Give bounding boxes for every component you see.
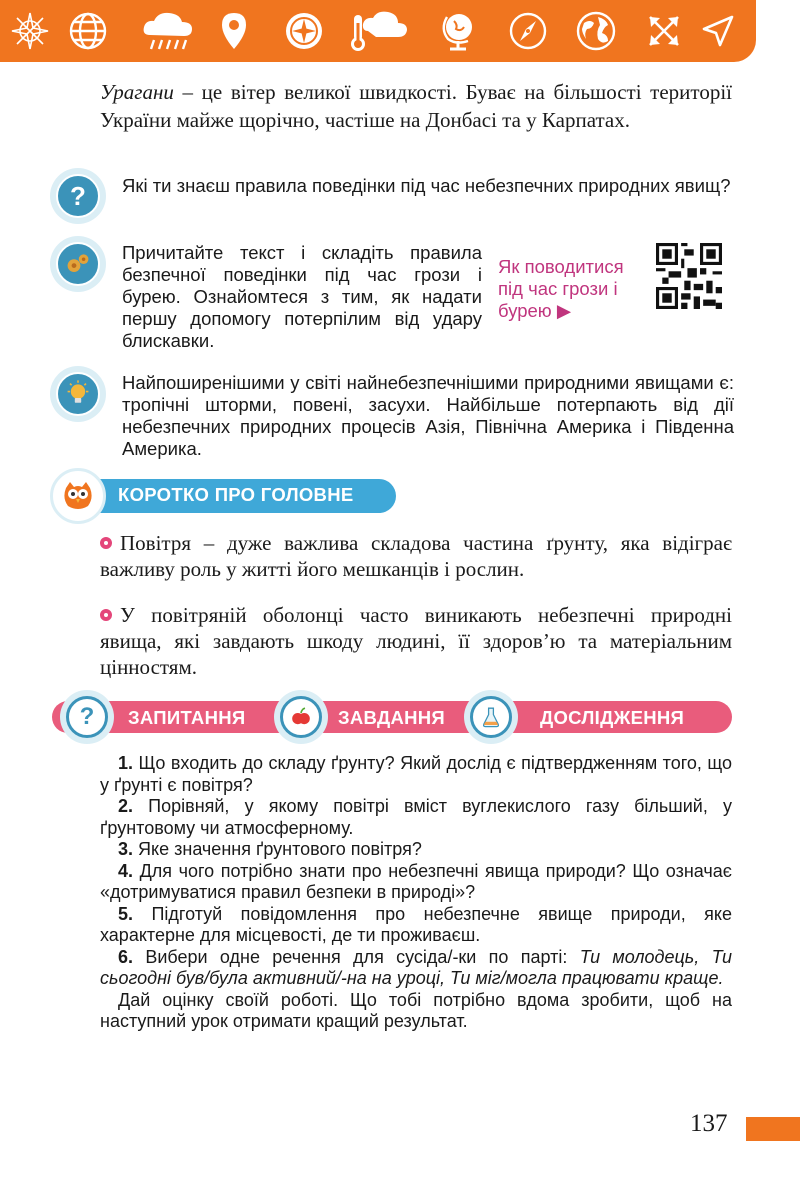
map-pin-icon xyxy=(212,9,256,53)
question-badge xyxy=(50,168,106,224)
research-badge xyxy=(464,690,518,744)
lightbulb-badge xyxy=(50,366,106,422)
question-mark-icon: ? xyxy=(66,696,108,738)
page-number: 137 xyxy=(690,1110,728,1137)
task-item: 6. Вибери одне речення для сусіда/-ки по парті: Ти молодець, Ти сьогодні був/була активний/-на на уроці, Ти міг/могла працювати краще. xyxy=(100,946,732,988)
bullet-icon xyxy=(100,609,112,621)
tab-tasks: ЗАВДАННЯ xyxy=(338,707,446,728)
task-item: 1. Що входить до складу ґрунту? Який дослід є підтвердженням того, що у ґрунті є повітря? xyxy=(100,753,732,795)
world-globe-icon xyxy=(574,9,618,53)
task-item: 2. Порівняй, у якому повітрі вміст вуглекислого газу більший, у ґрунтовому чи атмосферному. xyxy=(100,796,732,838)
page-tab xyxy=(746,1117,800,1141)
summary-point: Повітря – дуже важлива складова частина ґрунту, яка відіграє важливу роль у житті його мешканців і рослин. xyxy=(100,531,732,581)
question-text: Які ти знаєш правила поведінки під час небезпечних природних явищ? xyxy=(122,175,731,196)
flask-icon xyxy=(470,696,512,738)
compass-needle-icon xyxy=(506,9,550,53)
task-item: 4. Для чого потрібно знати про небезпечні явища природи? Що означає «дотримуватися правил безпеки в природі»? xyxy=(100,860,732,902)
bullet-icon xyxy=(100,537,112,549)
gears-icon xyxy=(56,242,100,286)
compass-icon xyxy=(282,9,326,53)
owl-icon xyxy=(58,476,98,516)
summary-title: КОРОТКО ПРО ГОЛОВНЕ xyxy=(118,484,354,505)
summary-point: У повітряній оболонці часто виникають небезпечні природні явища, які завдають шкоду людині, її здоров’ю та матеріальним цінностям. xyxy=(100,603,732,679)
tab-questions: ЗАПИТАННЯ xyxy=(128,707,246,728)
closing-text: Дай оцінку своїй роботі. Що тобі потрібно вдома зробити, щоб на наступний урок отримати кращий результат. xyxy=(100,989,732,1031)
task-item: 5. Підготуй повідомлення про небезпечне явище природи, яке характерне для місцевості, де ти проживаєш. xyxy=(100,903,732,945)
owl-badge xyxy=(50,468,106,524)
task-item: 3. Яке значення ґрунтового повітря? xyxy=(118,839,422,859)
globe-grid-icon xyxy=(66,9,110,53)
lightbulb-icon xyxy=(56,372,100,416)
weather-thermometer-icon xyxy=(346,9,412,53)
tasks-badge xyxy=(274,690,328,744)
tab-research: ДОСЛІДЖЕННЯ xyxy=(540,707,685,728)
intro-text: – це вітер великої швидкості. Буває на більшості території України майже щорічно, частіше на Донбасі та у Карпатах. xyxy=(100,80,732,132)
gears-badge xyxy=(50,236,106,292)
apple-icon xyxy=(280,696,322,738)
video-link[interactable]: Як поводитися під час грози і бурею ▶ xyxy=(498,256,624,321)
cardinal-arrows-icon xyxy=(642,9,686,53)
compass-rose-icon xyxy=(8,9,52,53)
fact-text: Найпоширенішими у світі найнебезпечнішими природними явищами є: тропічні шторми, повені, засухи. Найбільше потерпають від дії небезпечних природних процесів Азія, Північна Америка і Південна Америка. xyxy=(122,372,734,459)
header-bar xyxy=(0,0,756,62)
task-list xyxy=(100,753,732,1033)
intro-paragraph xyxy=(100,78,732,134)
rain-cloud-icon xyxy=(140,9,198,53)
question-mark-icon: ? xyxy=(56,174,100,218)
navigation-arrow-icon xyxy=(696,9,740,53)
task-text: Причитайте текст і складіть правила безпечної поведінки під час грози і бурею. Ознайомтеся з тим, як надати першу допомогу потерпілим від удару блискавки. xyxy=(122,242,482,351)
qr-code-icon[interactable] xyxy=(656,243,722,309)
questions-badge xyxy=(60,690,114,744)
intro-term: Урагани xyxy=(100,80,174,104)
desk-globe-icon xyxy=(436,9,480,53)
